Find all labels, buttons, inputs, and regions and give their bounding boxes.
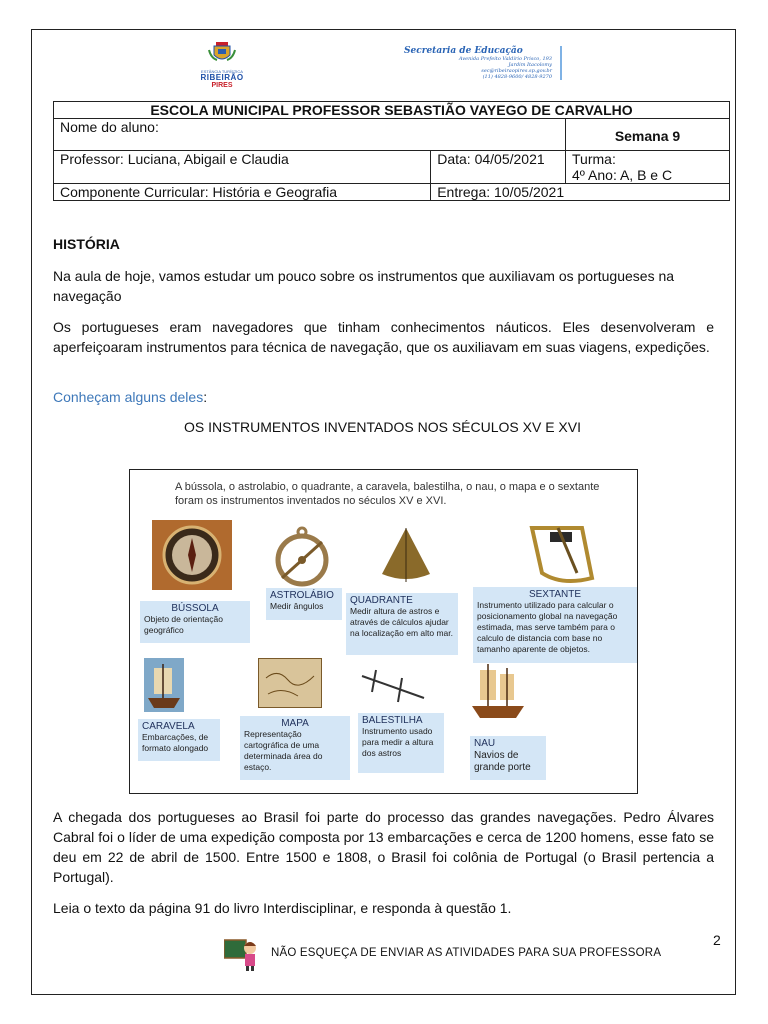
secretaria-divider	[560, 46, 562, 80]
secretaria-email: sec@ribeiraopires.sp.gov.br	[481, 68, 552, 74]
city-crest-icon	[207, 40, 237, 64]
compass-icon	[152, 520, 232, 590]
student-name-field[interactable]: Nome do aluno:	[54, 119, 566, 151]
cross-staff-desc: Instrumento usado para medir a altura dos astros	[362, 726, 434, 758]
secretaria-logo	[404, 46, 564, 82]
cross-staff-title: BALESTILHA	[362, 715, 423, 726]
reading-instruction: Leia o texto da página 91 do livro Interdisciplinar, e responda à questão 1.	[53, 900, 512, 916]
class-field	[566, 151, 730, 184]
quadrant-icon	[378, 526, 434, 586]
teacher-icon	[224, 936, 260, 972]
due-date-field: Entrega: 10/05/2021	[431, 184, 730, 201]
nau-desc: Navios de grande porte	[474, 750, 531, 773]
week-label: Semana 9	[566, 119, 730, 151]
sextant-desc: Instrumento utilizado para calcular o posicionamento global na navegação estimada, mas serve também para o calculo de distancia com base no tamanho aparente de objetos.	[477, 600, 618, 654]
instruments-title: OS INSTRUMENTOS INVENTADOS NOS SÉCULOS XV E XVI	[183, 419, 581, 435]
portuguese-paragraph: Os portugueses eram navegadores que tinham conhecimentos náuticos. Eles desenvolveram e aperfeiçoaram instrumentos para técnica de navegação, que os auxiliavam em suas viagens, expedições.	[53, 319, 714, 355]
quadrant-desc: Medir altura de astros e através de cálculos ajudar na localização em alto mar.	[350, 606, 453, 638]
class-label: Turma:	[572, 151, 616, 167]
caravel-desc: Embarcações, de formato alongado	[142, 732, 209, 753]
intro-paragraph: Na aula de hoje, vamos estudar um pouco sobre os instrumentos que auxiliavam os portugueses na navegação	[53, 268, 675, 304]
cross-staff-icon	[358, 668, 428, 704]
secretaria-neighborhood: Jardim Itacolomy	[508, 62, 552, 68]
sextant-card	[473, 587, 637, 663]
map-desc: Representação cartográfica de uma determinada área do estaço.	[244, 729, 323, 772]
compass-title: BÚSSOLA	[171, 603, 219, 614]
caravel-title: CARAVELA	[142, 721, 195, 732]
teacher-field: Professor: Luciana, Abigail e Claudia	[54, 151, 431, 184]
footer-reminder: NÃO ESQUEÇA DE ENVIAR AS ATIVIDADES PARA SUA PROFESSORA	[271, 947, 662, 959]
infographic-intro: A bússola, o astrolabio, o quadrante, a caravela, balestilha, o nau, o mapa e o sextante foram os instrumentos inventados no séculos XV e XVI.	[175, 481, 600, 507]
nau-card	[470, 736, 546, 780]
section-heading: HISTÓRIA	[53, 236, 120, 252]
sextant-icon	[522, 518, 602, 588]
map-icon	[258, 658, 322, 708]
city-name-line1: RIBEIRÃO	[200, 73, 244, 82]
secretaria-title: Secretaria de Educação	[404, 46, 523, 56]
page-number: 2	[713, 932, 721, 948]
astrolabe-card	[266, 588, 342, 620]
nau-title: NAU	[474, 738, 496, 749]
quadrant-title: QUADRANTE	[350, 595, 413, 606]
quadrant-card	[346, 593, 458, 655]
city-small-text: ESTÂNCIA TURÍSTICA	[201, 69, 243, 74]
astrolabe-desc: Medir ângulos	[270, 601, 324, 611]
compass-card	[140, 601, 250, 643]
info-table	[53, 101, 730, 201]
map-card	[240, 716, 350, 780]
city-name-line2: PIRES	[211, 82, 233, 89]
map-title: MAPA	[281, 718, 309, 729]
brazil-arrival-paragraph: A chegada dos portugueses ao Brasil foi parte do processo das grandes navegações. Pedro Álvares Cabral foi o líder de uma expedição composta por 13 embarcações e cerca de 1200 homens, esse fato se deu em 22 de abril de 1500. Entre 1500 e 1808, o Brasil foi colônia de Portugal (o Brasil pertencia a Portugal).	[53, 809, 714, 885]
secretaria-phone: (11) 4828-9600/ 4828-9270	[482, 74, 552, 80]
class-value: 4º Ano: A, B e C	[572, 167, 673, 183]
meet-line	[53, 387, 714, 407]
secretaria-address: Avenida Prefeito Valdírio Prisco, 193	[458, 56, 552, 62]
astrolabe-title: ASTROLÁBIO	[270, 590, 334, 601]
astrolabe-icon	[272, 526, 332, 588]
instruments-infographic	[129, 469, 638, 794]
cross-staff-card	[358, 713, 444, 773]
city-logo	[190, 40, 254, 89]
nau-icon	[468, 660, 528, 724]
caravel-card	[138, 719, 220, 761]
compass-desc: Objeto de orientação geográfico	[144, 614, 223, 635]
meet-colon: :	[203, 389, 208, 405]
school-name: ESCOLA MUNICIPAL PROFESSOR SEBASTIÃO VAYEGO DE CARVALHO	[54, 102, 730, 119]
sextant-title: SEXTANTE	[528, 589, 582, 600]
subject-field: Componente Curricular: História e Geografia	[54, 184, 431, 201]
caravel-icon	[144, 658, 184, 712]
date-field: Data: 04/05/2021	[431, 151, 566, 184]
meet-text: Conheçam alguns deles	[53, 389, 204, 405]
